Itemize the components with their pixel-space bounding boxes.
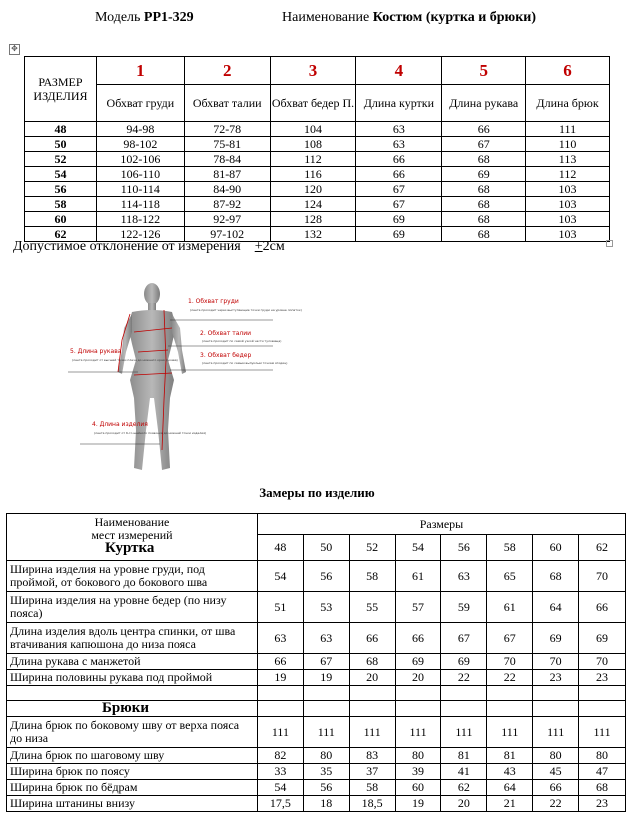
value-cell: 66 bbox=[579, 592, 626, 623]
size-cell: 50 bbox=[25, 137, 97, 152]
value-cell: 35 bbox=[303, 764, 349, 780]
value-cell: 83 bbox=[349, 748, 395, 764]
value-cell: 81 bbox=[441, 748, 487, 764]
value-cell: 118-122 bbox=[96, 212, 184, 227]
product-name-label: Наименование bbox=[282, 10, 370, 25]
column-header: Длина брюк bbox=[526, 85, 610, 122]
value-cell: 69 bbox=[356, 227, 442, 242]
value-cell: 82 bbox=[257, 748, 303, 764]
empty-cell bbox=[257, 701, 303, 717]
table-row bbox=[25, 212, 610, 227]
table-row bbox=[25, 167, 610, 182]
product-name-value: Костюм (куртка и брюки) bbox=[372, 10, 537, 25]
tolerance-sign: + bbox=[254, 239, 263, 254]
value-cell: 111 bbox=[303, 717, 349, 748]
tolerance-note bbox=[13, 239, 285, 255]
column-number: 4 bbox=[356, 57, 442, 85]
hip-note: (лента проходит по самым выпуклым точкам ягодиц) bbox=[202, 361, 288, 365]
value-cell: 63 bbox=[303, 623, 349, 654]
table-row bbox=[25, 182, 610, 197]
header-row bbox=[7, 514, 626, 535]
chest-callout: 1. Обхват груди bbox=[188, 298, 239, 305]
value-cell: 120 bbox=[270, 182, 356, 197]
value-cell: 61 bbox=[487, 592, 533, 623]
size-cell: 62 bbox=[25, 227, 97, 242]
value-cell: 103 bbox=[526, 212, 610, 227]
value-cell: 66 bbox=[533, 780, 579, 796]
value-cell: 84-90 bbox=[184, 182, 270, 197]
value-cell: 103 bbox=[526, 182, 610, 197]
value-cell: 62 bbox=[441, 780, 487, 796]
value-cell: 67 bbox=[303, 654, 349, 670]
value-cell: 70 bbox=[487, 654, 533, 670]
value-cell: 58 bbox=[349, 561, 395, 592]
value-cell: 56 bbox=[303, 780, 349, 796]
pants-section-label: Брюки bbox=[7, 701, 258, 717]
value-cell: 45 bbox=[533, 764, 579, 780]
value-cell: 70 bbox=[579, 654, 626, 670]
value-cell: 23 bbox=[579, 670, 626, 686]
empty-cell bbox=[441, 686, 487, 701]
table-row bbox=[7, 670, 626, 686]
table-move-handle-icon[interactable]: ✥ bbox=[9, 44, 20, 55]
empty-cell bbox=[349, 686, 395, 701]
column-header-row bbox=[25, 85, 610, 122]
empty-cell bbox=[349, 701, 395, 717]
value-cell: 23 bbox=[579, 796, 626, 812]
value-cell: 108 bbox=[270, 137, 356, 152]
value-cell: 75-81 bbox=[184, 137, 270, 152]
column-number: 2 bbox=[184, 57, 270, 85]
size-header: 48 bbox=[257, 535, 303, 561]
value-cell: 114-118 bbox=[96, 197, 184, 212]
size-header: 52 bbox=[349, 535, 395, 561]
column-number: 1 bbox=[96, 57, 184, 85]
size-header: 54 bbox=[395, 535, 441, 561]
value-cell: 54 bbox=[257, 561, 303, 592]
waist-callout: 2. Обхват талии bbox=[200, 330, 252, 337]
product-measures-table bbox=[6, 513, 626, 812]
column-header: Длина куртки bbox=[356, 85, 442, 122]
table-row bbox=[7, 592, 626, 623]
empty-cell bbox=[303, 701, 349, 717]
tolerance-value: 2см bbox=[262, 239, 285, 254]
sleeve-note: (лента проходит от высшей точки плеча до нижнего края рукава) bbox=[72, 358, 178, 362]
size-header: 56 bbox=[441, 535, 487, 561]
mannequin-silhouette bbox=[118, 283, 186, 470]
empty-cell bbox=[579, 686, 626, 701]
empty-cell bbox=[395, 701, 441, 717]
table-row bbox=[25, 197, 610, 212]
value-cell: 98-102 bbox=[96, 137, 184, 152]
table-resize-handle[interactable] bbox=[606, 240, 613, 247]
value-cell: 102-106 bbox=[96, 152, 184, 167]
hip-callout: 3. Обхват бедер bbox=[200, 352, 252, 359]
value-cell: 66 bbox=[442, 122, 526, 137]
value-cell: 66 bbox=[356, 167, 442, 182]
value-cell: 94-98 bbox=[96, 122, 184, 137]
value-cell: 23 bbox=[533, 670, 579, 686]
value-cell: 69 bbox=[579, 623, 626, 654]
table-row bbox=[7, 748, 626, 764]
jacket-section-label: Куртка bbox=[105, 540, 155, 556]
value-cell: 87-92 bbox=[184, 197, 270, 212]
value-cell: 37 bbox=[349, 764, 395, 780]
value-cell: 33 bbox=[257, 764, 303, 780]
size-cell: 56 bbox=[25, 182, 97, 197]
empty-cell bbox=[257, 686, 303, 701]
value-cell: 39 bbox=[395, 764, 441, 780]
value-cell: 111 bbox=[533, 717, 579, 748]
value-cell: 67 bbox=[441, 623, 487, 654]
size-cell: 58 bbox=[25, 197, 97, 212]
table-row bbox=[7, 654, 626, 670]
column-number: 3 bbox=[270, 57, 356, 85]
value-cell: 68 bbox=[349, 654, 395, 670]
value-cell: 69 bbox=[356, 212, 442, 227]
measure-name: Длина брюк по шаговому шву bbox=[7, 748, 258, 764]
size-header: 62 bbox=[579, 535, 626, 561]
value-cell: 103 bbox=[526, 197, 610, 212]
measure-name: Длина изделия вдоль центра спинки, от шва втачивания капюшона до низа пояса bbox=[7, 623, 258, 654]
value-cell: 65 bbox=[487, 561, 533, 592]
value-cell: 19 bbox=[257, 670, 303, 686]
measure-name: Ширина брюк по поясу bbox=[7, 764, 258, 780]
size-cell: 52 bbox=[25, 152, 97, 167]
measure-name: Ширина половины рукава под проймой bbox=[7, 670, 258, 686]
value-cell: 112 bbox=[526, 167, 610, 182]
value-cell: 17,5 bbox=[257, 796, 303, 812]
value-cell: 110 bbox=[526, 137, 610, 152]
value-cell: 19 bbox=[395, 796, 441, 812]
value-cell: 68 bbox=[442, 227, 526, 242]
value-cell: 68 bbox=[442, 197, 526, 212]
value-cell: 54 bbox=[257, 780, 303, 796]
column-header: Обхват талии bbox=[184, 85, 270, 122]
value-cell: 66 bbox=[257, 654, 303, 670]
empty-cell bbox=[303, 686, 349, 701]
chest-note: (лента проходит через выступающие точки груди на уровне лопаток) bbox=[190, 308, 302, 312]
value-cell: 69 bbox=[442, 167, 526, 182]
table-row bbox=[7, 796, 626, 812]
value-cell: 69 bbox=[533, 623, 579, 654]
value-cell: 63 bbox=[356, 137, 442, 152]
table-row bbox=[7, 764, 626, 780]
product-heading bbox=[282, 10, 536, 26]
empty-cell bbox=[487, 701, 533, 717]
value-cell: 111 bbox=[395, 717, 441, 748]
value-cell: 80 bbox=[303, 748, 349, 764]
value-cell: 68 bbox=[533, 561, 579, 592]
value-cell: 78-84 bbox=[184, 152, 270, 167]
value-cell: 111 bbox=[487, 717, 533, 748]
size-header: 60 bbox=[533, 535, 579, 561]
sleeve-callout: 5. Длина рукава bbox=[70, 348, 122, 355]
table-row bbox=[7, 717, 626, 748]
column-number: 5 bbox=[442, 57, 526, 85]
measure-name: Длина брюк по боковому шву от верха пояса до низа bbox=[7, 717, 258, 748]
empty-cell bbox=[441, 701, 487, 717]
value-cell: 69 bbox=[441, 654, 487, 670]
column-header: Обхват бедер П. bbox=[270, 85, 356, 122]
value-cell: 63 bbox=[356, 122, 442, 137]
value-cell: 67 bbox=[442, 137, 526, 152]
value-cell: 70 bbox=[579, 561, 626, 592]
table-row bbox=[25, 152, 610, 167]
value-cell: 57 bbox=[395, 592, 441, 623]
value-cell: 55 bbox=[349, 592, 395, 623]
value-cell: 128 bbox=[270, 212, 356, 227]
table-row bbox=[7, 561, 626, 592]
column-header: Длина рукава bbox=[442, 85, 526, 122]
value-cell: 67 bbox=[487, 623, 533, 654]
value-cell: 43 bbox=[487, 764, 533, 780]
value-cell: 111 bbox=[441, 717, 487, 748]
value-cell: 106-110 bbox=[96, 167, 184, 182]
value-cell: 81 bbox=[487, 748, 533, 764]
value-cell: 68 bbox=[442, 182, 526, 197]
measure-name: Ширина штанины внизу bbox=[7, 796, 258, 812]
value-cell: 104 bbox=[270, 122, 356, 137]
size-cell: 48 bbox=[25, 122, 97, 137]
column-header: Обхват груди bbox=[96, 85, 184, 122]
sizes-header: Размеры bbox=[257, 514, 625, 535]
empty-cell bbox=[395, 686, 441, 701]
value-cell: 64 bbox=[533, 592, 579, 623]
value-cell: 124 bbox=[270, 197, 356, 212]
column-number-row bbox=[25, 57, 610, 85]
model-heading bbox=[95, 10, 194, 26]
value-cell: 69 bbox=[395, 654, 441, 670]
value-cell: 70 bbox=[533, 654, 579, 670]
value-cell: 66 bbox=[395, 623, 441, 654]
value-cell: 59 bbox=[441, 592, 487, 623]
name-header-text: Наименование мест измерений bbox=[91, 515, 173, 542]
value-cell: 21 bbox=[487, 796, 533, 812]
value-cell: 20 bbox=[441, 796, 487, 812]
value-cell: 68 bbox=[579, 780, 626, 796]
value-cell: 22 bbox=[441, 670, 487, 686]
value-cell: 60 bbox=[395, 780, 441, 796]
value-cell: 92-97 bbox=[184, 212, 270, 227]
value-cell: 110-114 bbox=[96, 182, 184, 197]
value-cell: 56 bbox=[303, 561, 349, 592]
waist-note: (лента проходит по самой узкой части туловища) bbox=[202, 339, 282, 343]
value-cell: 68 bbox=[442, 152, 526, 167]
empty-cell bbox=[533, 701, 579, 717]
value-cell: 22 bbox=[533, 796, 579, 812]
empty-cell bbox=[487, 686, 533, 701]
value-cell: 41 bbox=[441, 764, 487, 780]
value-cell: 113 bbox=[526, 152, 610, 167]
value-cell: 58 bbox=[349, 780, 395, 796]
value-cell: 18,5 bbox=[349, 796, 395, 812]
value-cell: 22 bbox=[487, 670, 533, 686]
value-cell: 63 bbox=[441, 561, 487, 592]
measure-name: Ширина изделия на уровне груди, под проймой, от бокового до бокового шва bbox=[7, 561, 258, 592]
value-cell: 122-126 bbox=[96, 227, 184, 242]
value-cell: 20 bbox=[349, 670, 395, 686]
table-row bbox=[25, 137, 610, 152]
value-cell: 80 bbox=[579, 748, 626, 764]
empty-cell bbox=[579, 701, 626, 717]
value-cell: 103 bbox=[526, 227, 610, 242]
value-cell: 61 bbox=[395, 561, 441, 592]
spacer-row bbox=[7, 686, 626, 701]
value-cell: 116 bbox=[270, 167, 356, 182]
value-cell: 97-102 bbox=[184, 227, 270, 242]
tolerance-text: Допустимое отклонение от измерения bbox=[13, 239, 241, 254]
size-chart-table bbox=[24, 56, 610, 242]
value-cell: 19 bbox=[303, 670, 349, 686]
value-cell: 64 bbox=[487, 780, 533, 796]
pants-section-row bbox=[7, 701, 626, 717]
empty-cell bbox=[533, 686, 579, 701]
model-label: Модель bbox=[95, 10, 141, 25]
table-row bbox=[25, 122, 610, 137]
name-header bbox=[7, 514, 258, 561]
size-cell: 60 bbox=[25, 212, 97, 227]
measurement-figure bbox=[60, 280, 302, 475]
value-cell: 72-78 bbox=[184, 122, 270, 137]
value-cell: 81-87 bbox=[184, 167, 270, 182]
size-column-header: РАЗМЕР ИЗДЕЛИЯ bbox=[25, 57, 97, 122]
table-row bbox=[7, 780, 626, 796]
measure-name: Ширина изделия на уровне бедер (по низу пояса) bbox=[7, 592, 258, 623]
length-note: (лента проходит от 6-го шейного позвонка до нижней точки изделия) bbox=[94, 431, 207, 435]
value-cell: 112 bbox=[270, 152, 356, 167]
length-callout: 4. Длина изделия bbox=[92, 421, 148, 428]
value-cell: 132 bbox=[270, 227, 356, 242]
value-cell: 47 bbox=[579, 764, 626, 780]
value-cell: 68 bbox=[442, 212, 526, 227]
value-cell: 111 bbox=[257, 717, 303, 748]
value-cell: 66 bbox=[356, 152, 442, 167]
table-row bbox=[7, 623, 626, 654]
measure-name: Ширина брюк по бёдрам bbox=[7, 780, 258, 796]
column-number: 6 bbox=[526, 57, 610, 85]
size-header: 58 bbox=[487, 535, 533, 561]
value-cell: 20 bbox=[395, 670, 441, 686]
value-cell: 66 bbox=[349, 623, 395, 654]
empty-cell bbox=[7, 686, 258, 701]
value-cell: 53 bbox=[303, 592, 349, 623]
size-cell: 54 bbox=[25, 167, 97, 182]
value-cell: 111 bbox=[579, 717, 626, 748]
measures-title: Замеры по изделию bbox=[259, 485, 375, 500]
value-cell: 111 bbox=[349, 717, 395, 748]
value-cell: 18 bbox=[303, 796, 349, 812]
size-header: 50 bbox=[303, 535, 349, 561]
measure-name: Длина рукава с манжетой bbox=[7, 654, 258, 670]
model-value: РР1-329 bbox=[143, 10, 194, 25]
value-cell: 67 bbox=[356, 182, 442, 197]
value-cell: 80 bbox=[395, 748, 441, 764]
value-cell: 80 bbox=[533, 748, 579, 764]
value-cell: 63 bbox=[257, 623, 303, 654]
value-cell: 111 bbox=[526, 122, 610, 137]
value-cell: 51 bbox=[257, 592, 303, 623]
value-cell: 67 bbox=[356, 197, 442, 212]
